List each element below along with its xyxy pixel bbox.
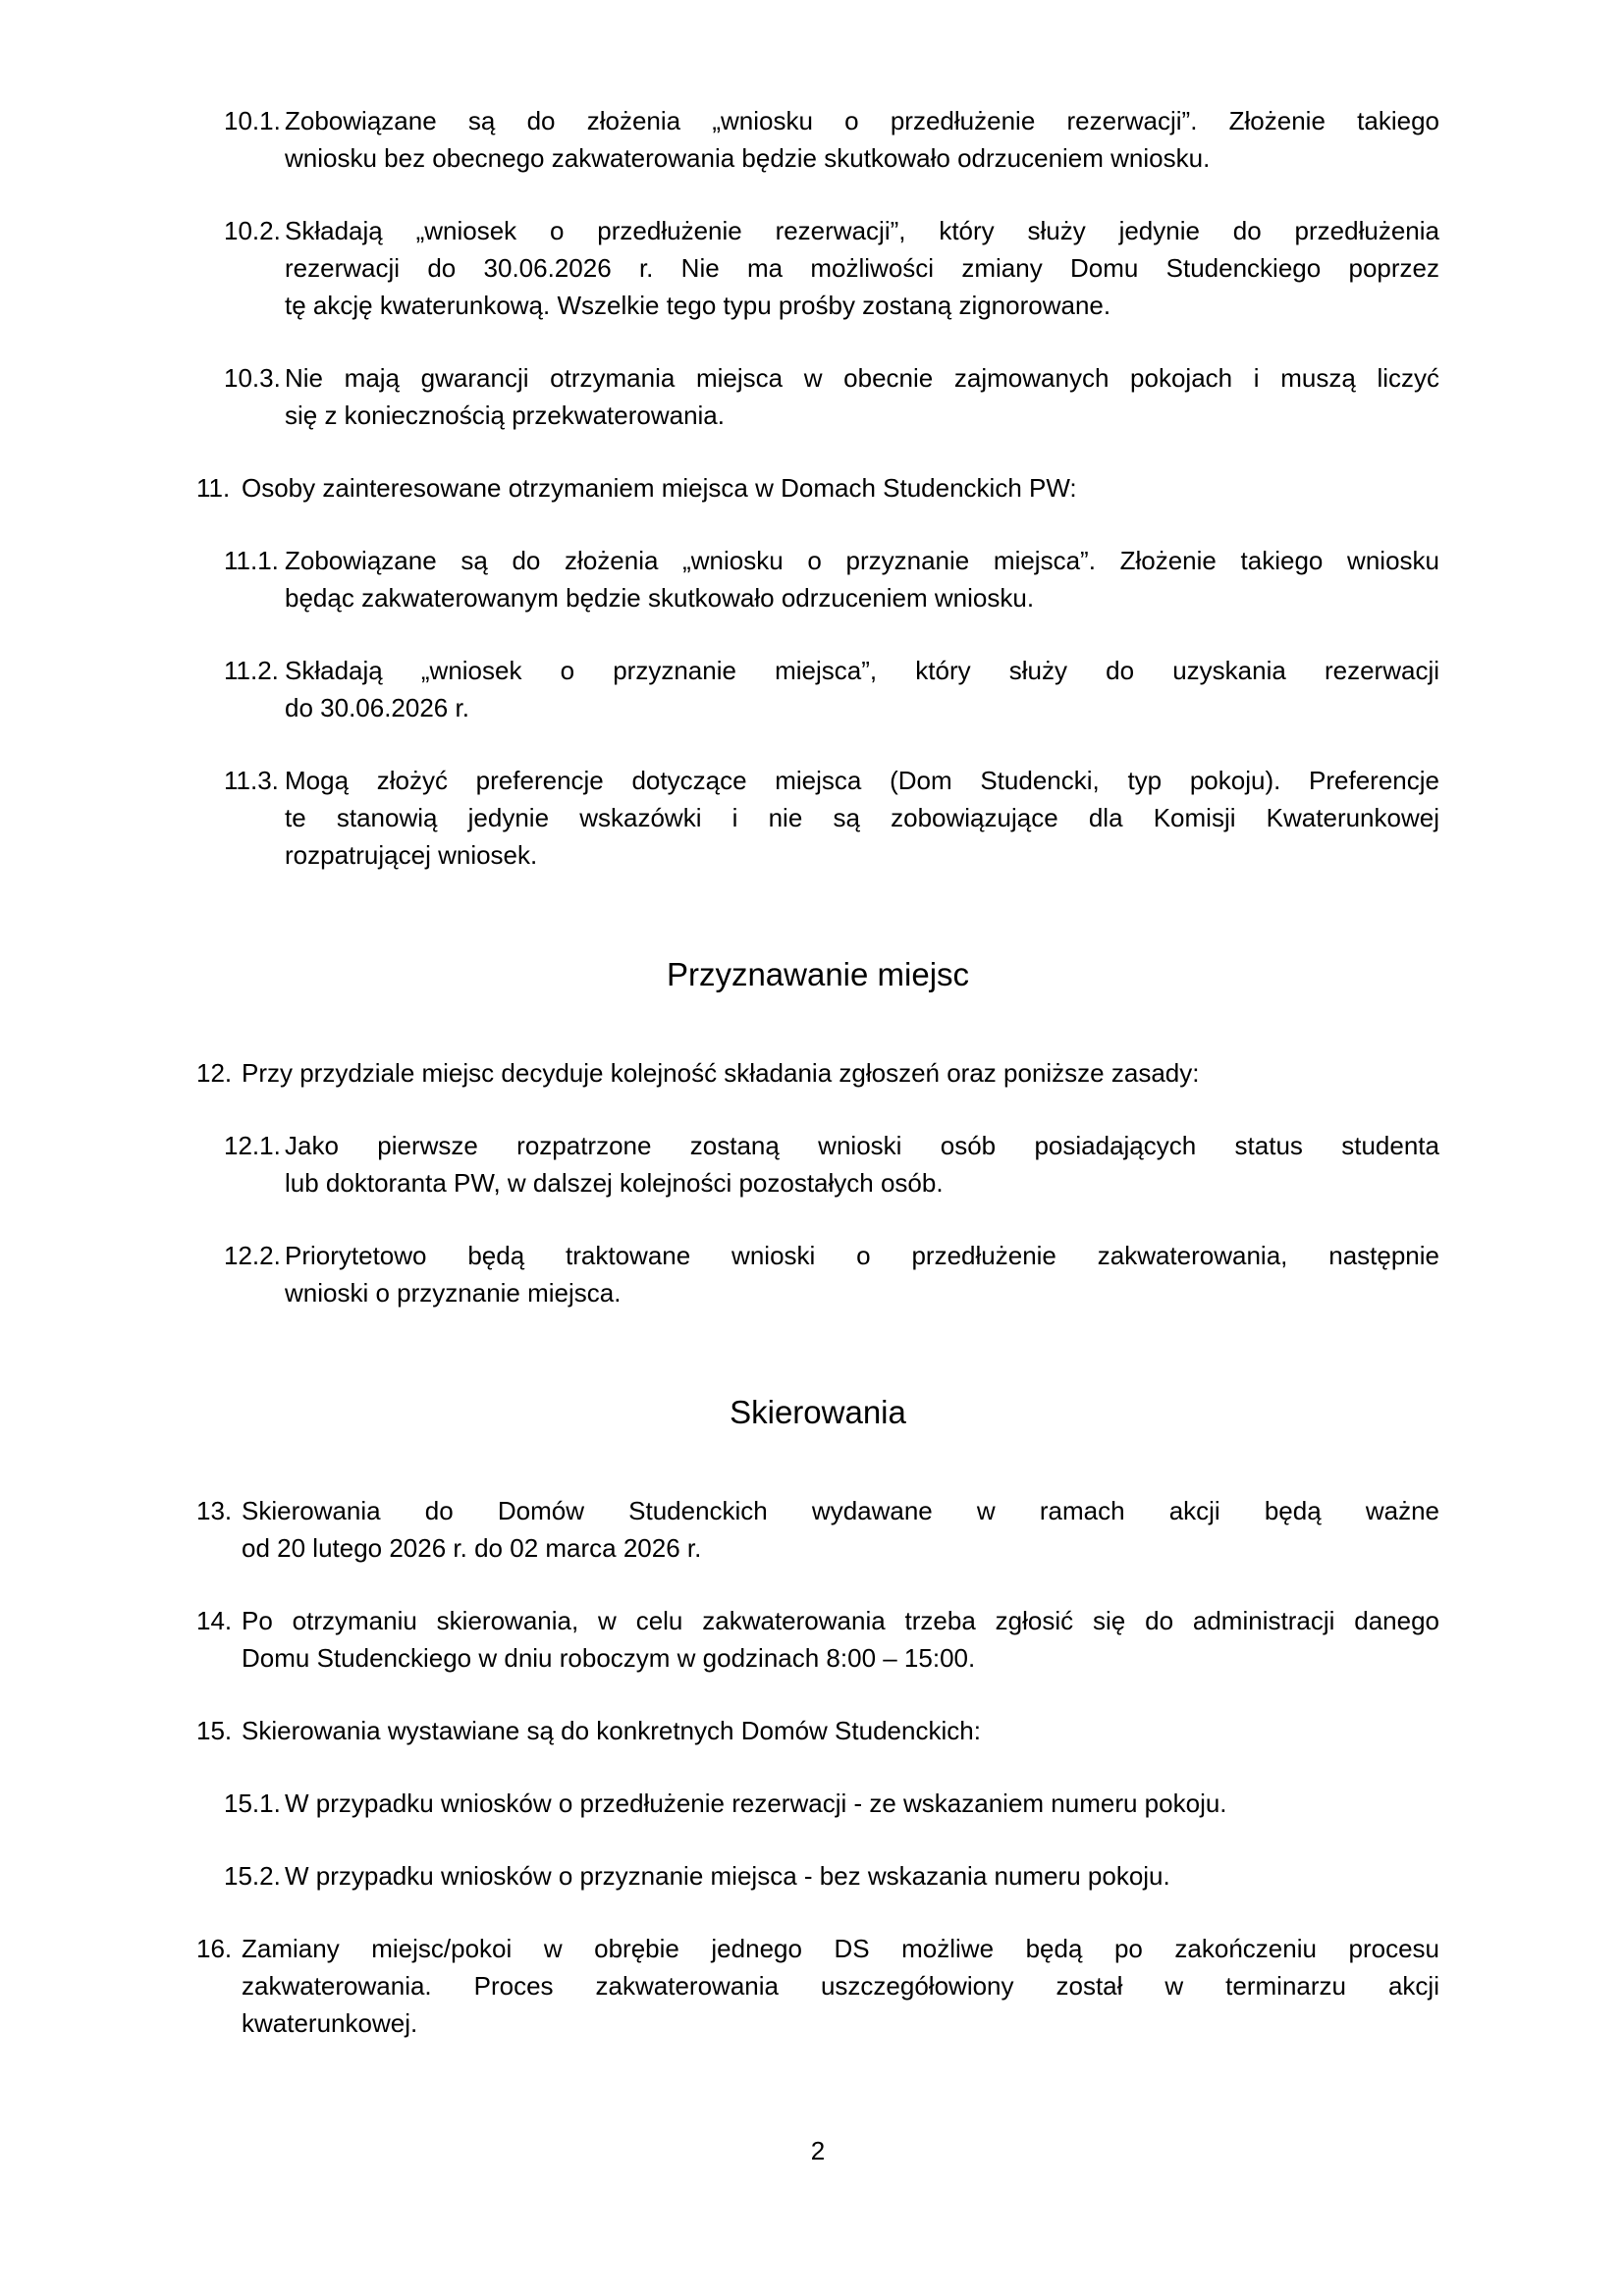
text-line: się z koniecznością przekwaterowania. [285, 400, 725, 430]
list-item-number: 11.1. [224, 546, 279, 575]
list-item-number: 10.1. [224, 106, 281, 135]
list-item-10-3 [196, 359, 1439, 434]
list-item-number: 14. [196, 1606, 233, 1635]
text-line: do 30.06.2026 r. [285, 693, 469, 722]
list-item-number: 12.2. [224, 1241, 281, 1270]
list-item-number: 16. [196, 1934, 233, 1963]
list-item-15 [196, 1712, 1439, 1749]
list-item-15-1 [196, 1785, 1439, 1822]
text-line: Składają „wniosek o przyznanie miejsca”, który służy do uzyskania rezerwacji [285, 656, 1439, 685]
section-heading: Skierowania [730, 1394, 906, 1430]
list-item-text [285, 652, 1439, 726]
list-item-number: 15.1. [224, 1789, 281, 1818]
document-body [196, 102, 1439, 2042]
list-item-11-2 [196, 652, 1439, 726]
text-line: wnioski o przyznanie miejsca. [285, 1278, 622, 1308]
text-line: Skierowania wystawiane są do konkretnych Domów Studenckich: [242, 1716, 981, 1745]
text-line: Zobowiązane są do złożenia „wniosku o przedłużenie rezerwacji”. Złożenie takiego [285, 106, 1439, 135]
list-item-number: 10.3. [224, 363, 281, 393]
list-item-number: 11.2. [224, 656, 279, 685]
list-item-text [285, 1127, 1439, 1201]
list-item-number: 10.2. [224, 216, 281, 245]
text-line: Przy przydziale miejsc decyduje kolejność składania zgłoszeń oraz poniższe zasady: [242, 1058, 1200, 1088]
page-number: 2 [810, 2136, 826, 2165]
list-item-text [242, 1930, 1439, 2042]
text-line: od 20 lutego 2026 r. do 02 marca 2026 r. [242, 1533, 702, 1563]
list-item-11-1 [196, 542, 1439, 616]
text-line: Nie mają gwarancji otrzymania miejsca w obecnie zajmowanych pokojach i muszą liczyć [285, 363, 1439, 393]
text-line: Mogą złożyć preferencje dotyczące miejsca (Dom Studencki, typ pokoju). Preferencje [285, 766, 1439, 795]
text-line: Osoby zainteresowane otrzymaniem miejsca w Domach Studenckich PW: [242, 473, 1077, 503]
text-line: te stanowią jedynie wskazówki i nie są zobowiązujące dla Komisji Kwaterunkowej [285, 803, 1439, 832]
list-item-text [242, 469, 1439, 507]
list-item-text [242, 1712, 1439, 1749]
list-item-number: 11.3. [224, 766, 279, 795]
list-item-14 [196, 1602, 1439, 1677]
list-item-number: 15. [196, 1716, 233, 1745]
list-item-number: 13. [196, 1496, 233, 1525]
text-line: kwaterunkowej. [242, 2008, 418, 2038]
text-line: lub doktoranta PW, w dalszej kolejności pozostałych osób. [285, 1168, 944, 1198]
text-line: Skierowania do Domów Studenckich wydawane w ramach akcji będą ważne [242, 1496, 1439, 1525]
list-item-text [285, 542, 1439, 616]
list-item-10-1 [196, 102, 1439, 177]
list-item-text [285, 102, 1439, 177]
list-item-10-2 [196, 212, 1439, 324]
text-line: zakwaterowania. Proces zakwaterowania uszczegółowiony został w terminarzu akcji [242, 1971, 1439, 2001]
list-item-text [285, 1785, 1439, 1822]
text-line: W przypadku wniosków o przedłużenie rezerwacji - ze wskazaniem numeru pokoju. [285, 1789, 1227, 1818]
list-item-text [285, 359, 1439, 434]
text-line: Zobowiązane są do złożenia „wniosku o przyznanie miejsca”. Złożenie takiego wniosku [285, 546, 1439, 575]
list-item-15-2 [196, 1857, 1439, 1895]
list-item-text [242, 1054, 1439, 1092]
text-line: Domu Studenckiego w dniu roboczym w godzinach 8:00 – 15:00. [242, 1643, 976, 1673]
text-line: Jako pierwsze rozpatrzone zostaną wnioski osób posiadających status studenta [285, 1131, 1439, 1160]
text-line: wniosku bez obecnego zakwaterowania będzie skutkowało odrzuceniem wniosku. [285, 143, 1211, 173]
list-item-text [285, 1237, 1439, 1311]
text-line: W przypadku wniosków o przyznanie miejsca - bez wskazania numeru pokoju. [285, 1861, 1170, 1891]
text-line: Składają „wniosek o przedłużenie rezerwacji”, który służy jedynie do przedłużenia [285, 216, 1439, 245]
text-line: Po otrzymaniu skierowania, w celu zakwaterowania trzeba zgłosić się do administracji danego [242, 1606, 1439, 1635]
list-item-number: 11. [196, 473, 231, 503]
list-item-text [285, 1857, 1439, 1895]
list-item-13 [196, 1492, 1439, 1567]
text-line: rozpatrującej wniosek. [285, 840, 538, 870]
list-item-text [242, 1492, 1439, 1567]
list-item-11-3 [196, 762, 1439, 874]
list-item-number: 12.1. [224, 1131, 281, 1160]
list-item-number: 12. [196, 1058, 233, 1088]
text-line: będąc zakwaterowanym będzie skutkowało odrzuceniem wniosku. [285, 583, 1035, 613]
list-item-text [285, 212, 1439, 324]
list-item-11 [196, 469, 1439, 507]
list-item-number: 15.2. [224, 1861, 281, 1891]
list-item-16 [196, 1930, 1439, 2042]
text-line: Zamiany miejsc/pokoi w obrębie jednego DS możliwe będą po zakończeniu procesu [242, 1934, 1439, 1963]
text-line: Priorytetowo będą traktowane wnioski o przedłużenie zakwaterowania, następnie [285, 1241, 1439, 1270]
list-item-12-1 [196, 1127, 1439, 1201]
list-item-text [242, 1602, 1439, 1677]
text-line: tę akcję kwaterunkową. Wszelkie tego typu prośby zostaną zignorowane. [285, 291, 1111, 320]
text-line: rezerwacji do 30.06.2026 r. Nie ma możliwości zmiany Domu Studenckiego poprzez [285, 253, 1439, 283]
section-heading: Przyznawanie miejsc [666, 956, 970, 992]
list-item-12 [196, 1054, 1439, 1092]
list-item-text [285, 762, 1439, 874]
list-item-12-2 [196, 1237, 1439, 1311]
